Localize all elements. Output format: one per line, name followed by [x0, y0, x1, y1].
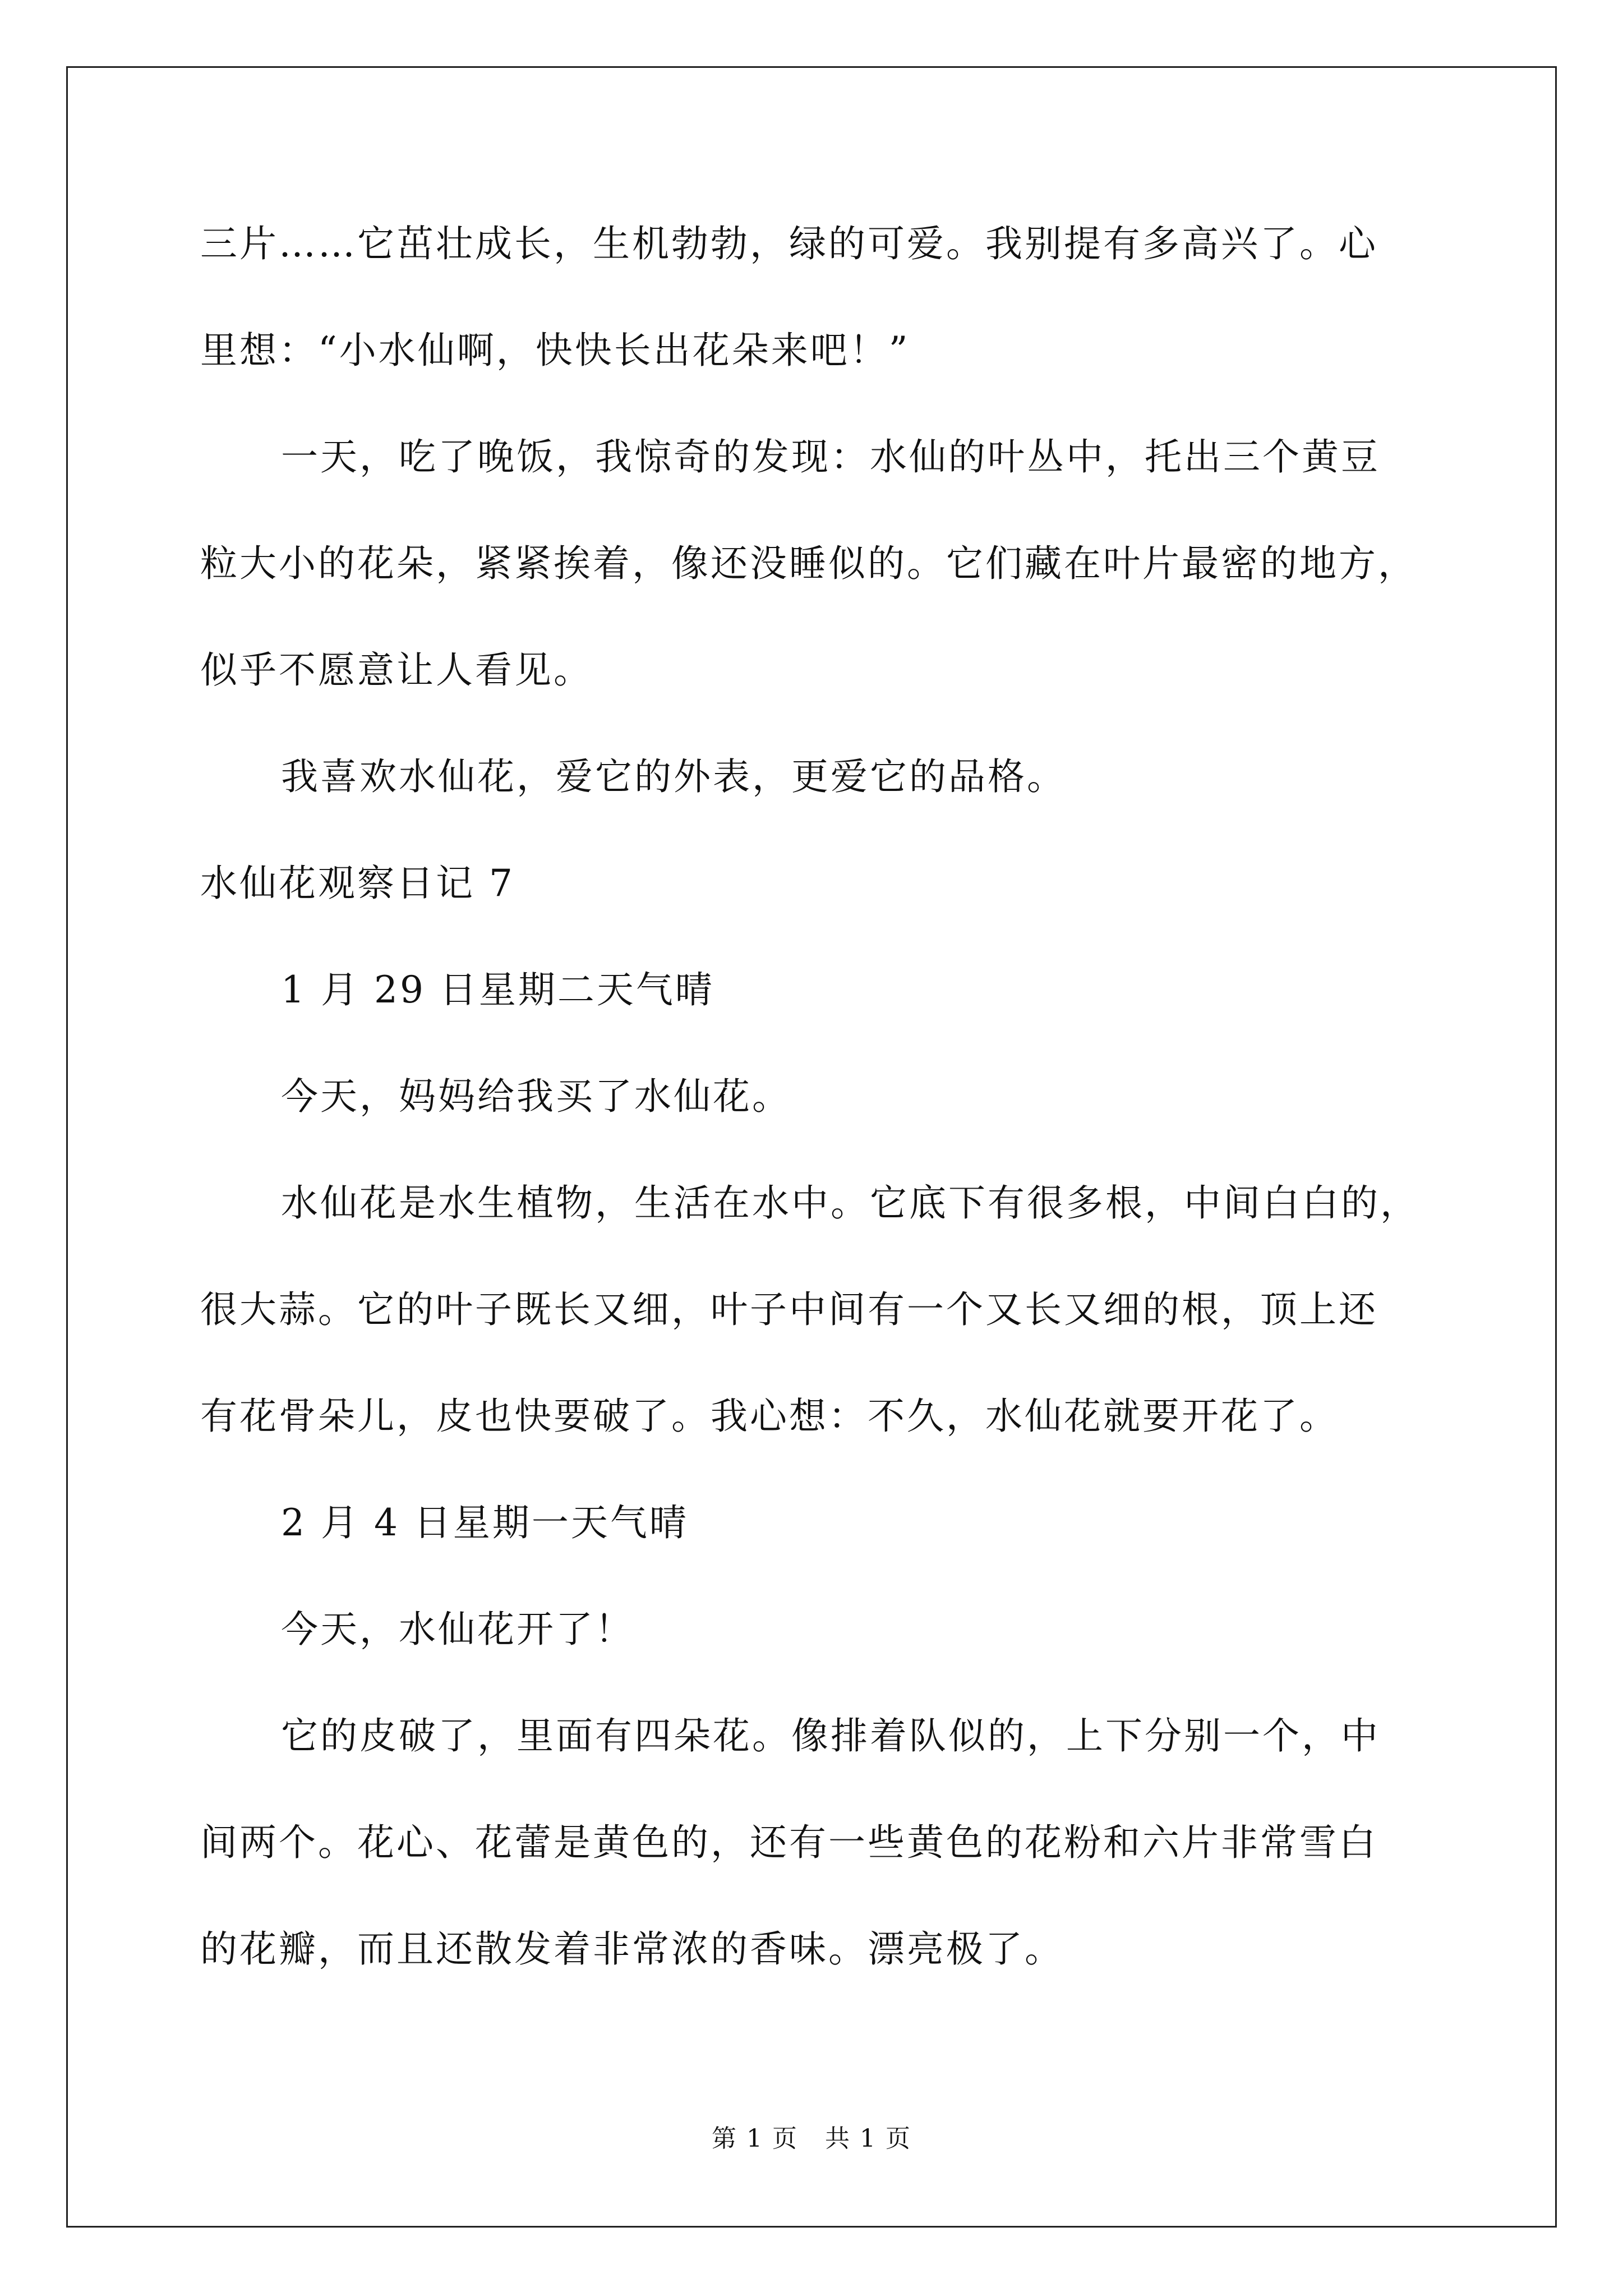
diary-date: 2 月 4 日星期一天气晴 — [281, 1501, 689, 1544]
page-total: 共 1 页 — [825, 2124, 911, 2153]
section-heading: 水仙花观察日记 7 — [200, 862, 515, 905]
paragraph-line: 我喜欢水仙花，爱它的外表，更爱它的品格。 — [281, 755, 1066, 798]
paragraph-line: 的花瓣，而且还散发着非常浓的香味。漂亮极了。 — [200, 1927, 1064, 1971]
page-footer — [0, 2123, 1623, 2155]
diary-date: 1 月 29 日星期二天气晴 — [281, 968, 714, 1011]
paragraph-line: 今天，妈妈给我买了水仙花。 — [281, 1075, 791, 1118]
page-border — [66, 66, 1557, 2228]
paragraph-line: 它的皮破了，里面有四朵花。像排着队似的，上下分别一个，中 — [281, 1714, 1380, 1757]
paragraph-line: 里想：“小水仙啊，快快长出花朵来吧！” — [200, 329, 910, 372]
paragraph-line: 似乎不愿意让人看见。 — [200, 648, 593, 692]
paragraph-line: 很大蒜。它的叶子既长又细，叶子中间有一个又长又细的根，顶上还 — [200, 1288, 1378, 1331]
paragraph-line: 间两个。花心、花蕾是黄色的，还有一些黄色的花粉和六片非常雪白 — [200, 1821, 1378, 1864]
paragraph-line: 粒大小的花朵，紧紧挨着，像还没睡似的。它们藏在叶片最密的地方， — [200, 542, 1417, 585]
paragraph-line: 有花骨朵儿，皮也快要破了。我心想：不久，水仙花就要开花了。 — [200, 1395, 1339, 1438]
paragraph-line: 一天，吃了晚饭，我惊奇的发现：水仙的叶丛中，托出三个黄豆 — [281, 435, 1380, 478]
paragraph-line: 今天，水仙花开了！ — [281, 1608, 634, 1651]
page-number: 第 1 页 — [712, 2124, 798, 2153]
paragraph-line: 三片……它茁壮成长，生机勃勃，绿的可爱。我别提有多高兴了。心 — [200, 222, 1378, 265]
paragraph-line: 水仙花是水生植物，生活在水中。它底下有很多根，中间白白的， — [281, 1181, 1419, 1225]
